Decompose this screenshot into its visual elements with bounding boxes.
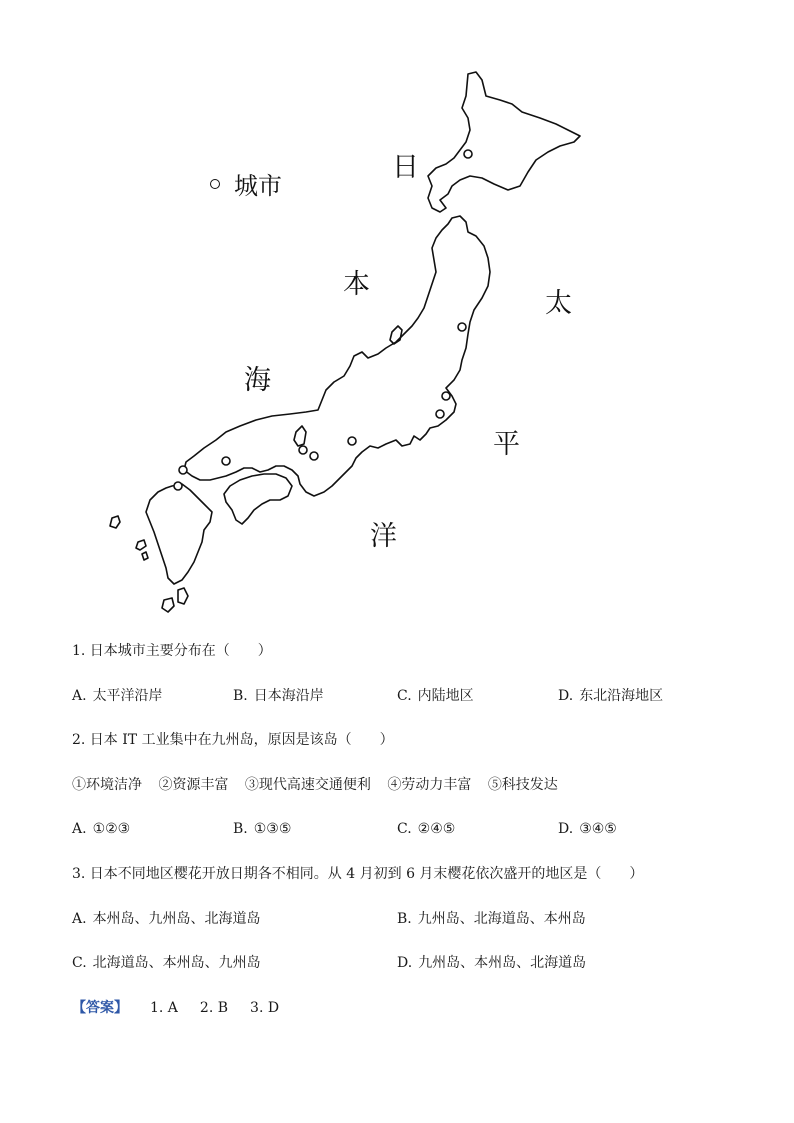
question-2-option-a: A. ①②③ [72, 821, 131, 837]
yakushima-island [162, 598, 174, 612]
map-label-ping: 平 [493, 429, 520, 460]
question-1-option-d: D. 东北沿海地区 [558, 688, 664, 704]
statement-3: ③现代高速交通便利 [244, 777, 371, 793]
question-2-stem: 2. 日本 IT 工业集中在九州岛，原因是该岛（ ） [72, 732, 394, 748]
awaji-island [294, 426, 306, 446]
shikoku-island [224, 474, 292, 524]
statement-5: ⑤科技发达 [487, 777, 558, 793]
kyushu-island [146, 484, 212, 584]
question-3-option-a: A. 本州岛、九州岛、北海道岛 [72, 911, 261, 927]
koshiki-island [142, 552, 148, 560]
hokkaido-island [428, 72, 580, 212]
map-label-ben: 本 [343, 269, 370, 300]
statement-1: ①环境洁净 [72, 777, 142, 793]
city-marker-sapporo [464, 150, 472, 158]
question-1-stem: 1. 日本城市主要分布在（ ） [72, 643, 272, 659]
question-1-option-a: A. 太平洋沿岸 [72, 688, 163, 704]
statement-2: ②资源丰富 [158, 777, 229, 793]
statement-4: ④劳动力丰富 [387, 777, 472, 793]
legend-label: 城市 [234, 172, 282, 200]
city-marker-yokohama [436, 410, 444, 418]
city-marker-osaka [299, 446, 307, 454]
answer-tag: 【答案】 [72, 1000, 128, 1016]
answer-line [72, 998, 279, 1018]
city-marker-fukuoka [174, 482, 182, 490]
question-3-stem: 3. 日本不同地区樱花开放日期各不相同。从 4 月初到 6 月末樱花依次盛开的地区是（ ） [72, 866, 644, 882]
map-label-ri: 日 [392, 152, 419, 183]
question-2-option-c: C. ②④⑤ [397, 821, 456, 837]
city-marker-kobe [310, 452, 318, 460]
city-marker-tokyo [442, 392, 450, 400]
map-label-yang: 洋 [370, 521, 397, 552]
city-legend-icon [210, 179, 220, 189]
answer-3: 3. D [250, 1000, 280, 1016]
map-label-hai: 海 [244, 365, 271, 396]
city-marker-hiroshima [222, 457, 230, 465]
question-1-option-c: C. 内陆地区 [397, 688, 474, 704]
map-label-tai: 太 [545, 288, 572, 319]
tanegashima-island [178, 588, 188, 604]
goto-island [136, 540, 146, 550]
map-legend [210, 166, 282, 201]
city-marker-nagoya [348, 437, 356, 445]
tsushima-island [110, 516, 120, 528]
question-3-option-d: D. 九州岛、本州岛、北海道岛 [397, 955, 587, 971]
answer-2: 2. B [199, 1000, 229, 1016]
city-marker-kitakyushu [179, 466, 187, 474]
question-2-statements [72, 775, 570, 795]
city-marker-sendai [458, 323, 466, 331]
question-3-option-b: B. 九州岛、北海道岛、本州岛 [397, 911, 586, 927]
question-1-option-b: B. 日本海沿岸 [233, 688, 324, 704]
question-2-option-d: D. ③④⑤ [558, 821, 617, 837]
honshu-island [184, 216, 490, 496]
question-2-option-b: B. ①③⑤ [233, 821, 292, 837]
question-3-option-c: C. 北海道岛、本州岛、九州岛 [72, 955, 261, 971]
answer-1: 1. A [150, 1000, 178, 1016]
